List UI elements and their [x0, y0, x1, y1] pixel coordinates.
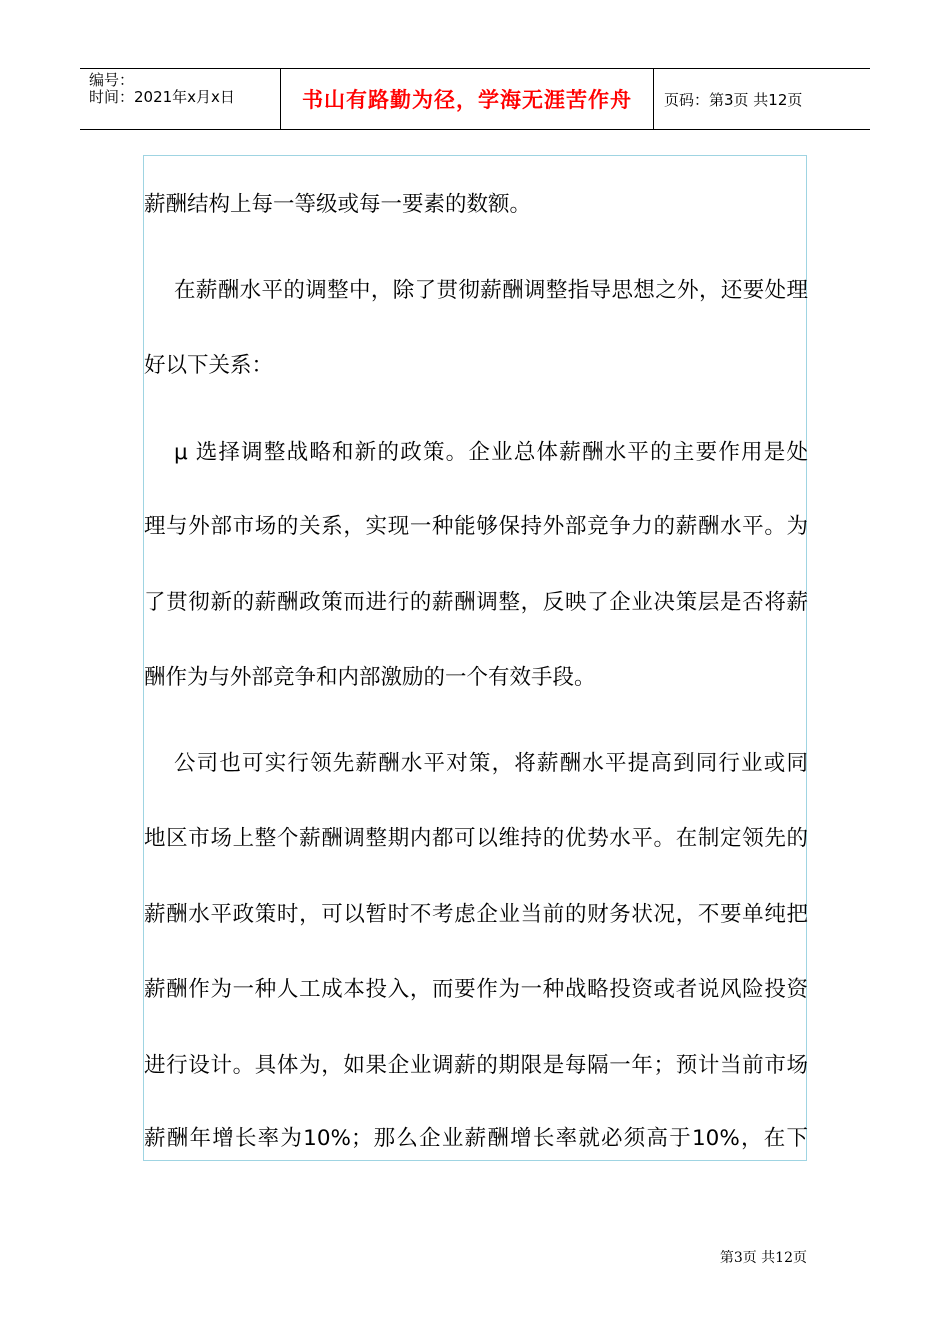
- text-line: 薪酬作为一种人工成本投入，而要作为一种战略投资或者说风险投资: [144, 977, 808, 1002]
- text-line: 理与外部市场的关系，实现一种能够保持外部竞争力的薪酬水平。为: [144, 514, 808, 539]
- text-line: 薪酬水平政策时，可以暂时不考虑企业当前的财务状况，不要单纯把: [144, 902, 808, 927]
- page-footer: 第3页 共12页: [719, 1250, 807, 1266]
- text-line: 公司也可实行领先薪酬水平对策，将薪酬水平提高到同行业或同: [174, 751, 808, 776]
- page-header: [80, 68, 870, 130]
- header-page-cell: [654, 69, 870, 129]
- text-line: 在薪酬水平的调整中，除了贯彻薪酬调整指导思想之外，还要处理: [174, 278, 808, 303]
- text-line: 地区市场上整个薪酬调整期内都可以维持的优势水平。在制定领先的: [144, 826, 808, 851]
- header-motto: 书山有路勤为径，学海无涯苦作舟: [302, 88, 632, 112]
- text-line: 薪酬年增长率为10%；那么企业薪酬增长率就必须高于10%，在下: [144, 1126, 808, 1151]
- text-line: 进行设计。具体为，如果企业调薪的期限是每隔一年；预计当前市场: [144, 1053, 808, 1078]
- document-time-label: 时间：2021年x月x日: [89, 88, 235, 106]
- header-page-code: 页码：第3页 共12页: [664, 90, 803, 109]
- text-line: μ 选择调整战略和新的政策。企业总体薪酬水平的主要作用是处: [174, 440, 808, 465]
- header-meta-cell: [80, 69, 281, 129]
- text-line: 好以下关系：: [144, 353, 274, 378]
- text-line: 了贯彻新的薪酬政策而进行的薪酬调整，反映了企业决策层是否将薪: [144, 590, 808, 615]
- document-number-label: 编号：: [89, 71, 135, 89]
- text-line: 薪酬结构上每一等级或每一要素的数额。: [144, 192, 532, 217]
- header-motto-cell: [281, 69, 654, 129]
- text-line: 酬作为与外部竞争和内部激励的一个有效手段。: [144, 665, 596, 690]
- content-frame: [143, 155, 807, 1161]
